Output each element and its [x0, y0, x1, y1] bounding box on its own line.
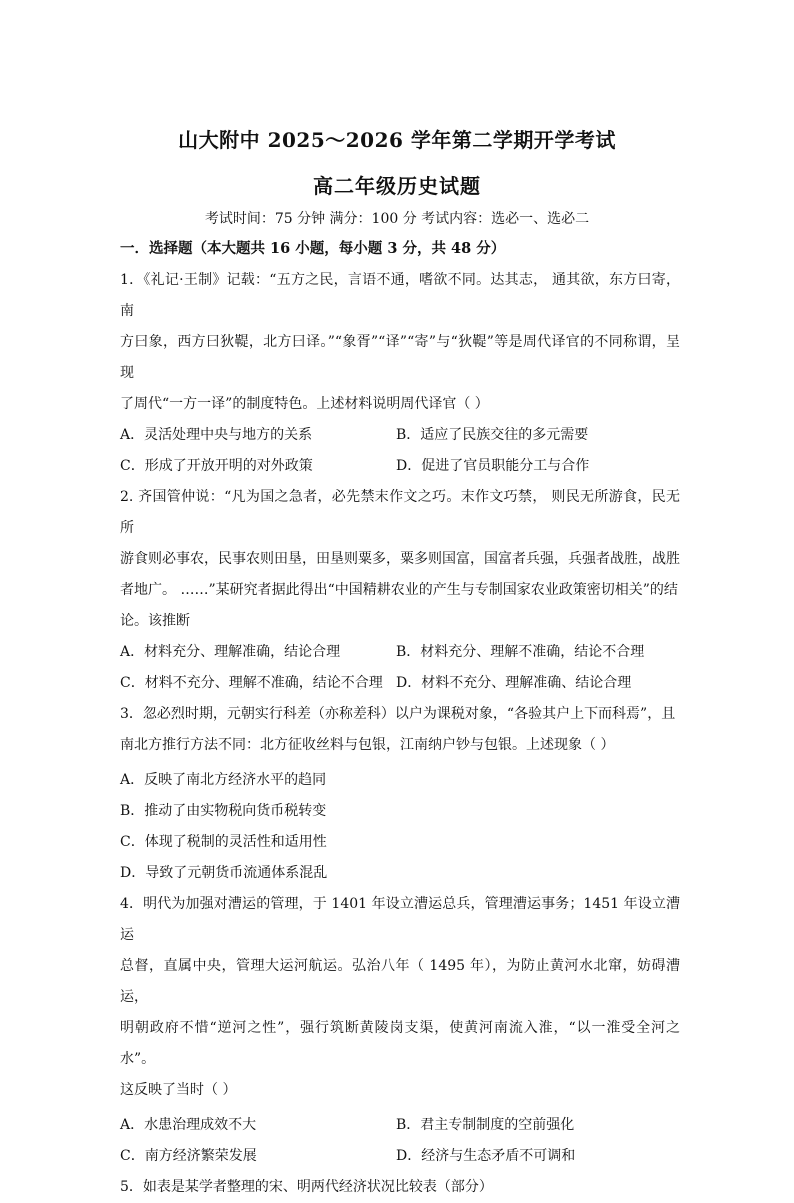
option-b: B．推动了由实物税向货币税转变: [120, 803, 327, 819]
question-line: 1．《礼记·王制》记载：“五方之民，言语不通，嗜欲不同。达其志， 通其欲，东方曰寄，南: [120, 272, 680, 319]
question-line: 5．如表是某学者整理的宋、明两代经济状况比较表（部分）: [120, 1179, 493, 1195]
option-c: C．材料不充分、理解不准确，结论不合理: [120, 675, 383, 691]
option-d: D．经济与生态矛盾不可调和: [396, 1148, 576, 1164]
exam-title: 山大附中 2025～2026 学年第二学期开学考试: [178, 128, 616, 152]
question-line: 论。该推断: [120, 613, 190, 629]
exam-subtitle: 高二年级历史试题: [313, 174, 481, 198]
question-line: 方曰象，西方曰狄鞮，北方曰译。”“象胥”“译”“寄”与“狄鞮”等是周代译官的不同称谓，呈现: [120, 334, 680, 381]
option-row: [120, 637, 680, 668]
question-3: [120, 699, 680, 889]
option-row: [120, 668, 680, 699]
option-row: [120, 420, 680, 451]
section-heading: 一．选择题（本大题共 16 小题，每小题 3 分，共 48 分）: [120, 240, 506, 257]
question-4: [120, 889, 680, 1172]
option-c: C．形成了开放开明的对外政策: [120, 458, 313, 474]
question-line: 3．忽必烈时期，元朝实行科差（亦称差科）以户为课税对象，“各验其户上下而科焉”，且: [120, 706, 676, 722]
questions-body: [120, 265, 680, 1203]
option-d: D．导致了元朝货币流通体系混乱: [120, 865, 328, 881]
question-5: [120, 1172, 680, 1203]
option-row: [120, 451, 680, 482]
question-line: 4．明代为加强对漕运的管理，于 1401 年设立漕运总兵，管理漕运事务；1451 年设立漕运: [120, 896, 680, 943]
option-row: [120, 1110, 680, 1141]
option-c: C．体现了税制的灵活性和适用性: [120, 834, 327, 850]
question-line: 了周代“一方一译”的制度特色。上述材料说明周代译官（ ）: [120, 396, 489, 412]
question-line: 这反映了当时（ ）: [120, 1082, 237, 1098]
option-d: D．材料不充分、理解准确、结论合理: [396, 675, 632, 691]
option-row: [120, 1141, 680, 1172]
question-line: 明朝政府不惜“逆河之性”，强行筑断黄陵岗支渠，使黄河南流入淮，“以一淮受全河之水”。: [120, 1020, 680, 1067]
option-b: B．君主专制制度的空前强化: [396, 1117, 575, 1133]
option-c: C．南方经济繁荣发展: [120, 1148, 257, 1164]
question-line: 者地广。 ……”某研究者据此得出“中国精耕农业的产生与专制国家农业政策密切相关”的结: [120, 582, 678, 598]
option-b: B．材料充分、理解不准确，结论不合理: [396, 644, 645, 660]
exam-meta: 考试时间：75 分钟 满分：100 分 考试内容：选必一、选必二: [204, 211, 590, 227]
question-line: 2. 齐国管仲说：“凡为国之急者，必先禁末作文之巧。末作文巧禁， 则民无所游食，民无所: [120, 489, 680, 536]
question-line: 游食则必事农，民事农则田垦，田垦则粟多，粟多则国富，国富者兵强，兵强者战胜，战胜: [120, 551, 680, 567]
question-1: [120, 265, 680, 482]
option-a: A．灵活处理中央与地方的关系: [120, 427, 313, 443]
question-line: 总督，直属中央，管理大运河航运。弘治八年（ 1495 年），为防止黄河水北窜，妨碍漕运，: [120, 958, 680, 1005]
question-line: 南北方推行方法不同：北方征收丝料与包银，江南纳户钞与包银。上述现象（ ）: [120, 737, 615, 753]
option-a: A．材料充分、理解准确，结论合理: [120, 644, 341, 660]
option-a: A．反映了南北方经济水平的趋同: [120, 772, 327, 788]
option-d: D．促进了官员职能分工与合作: [396, 458, 590, 474]
option-a: A．水患治理成效不大: [120, 1117, 257, 1133]
option-b: B．适应了民族交往的多元需要: [396, 427, 589, 443]
question-2: [120, 482, 680, 699]
